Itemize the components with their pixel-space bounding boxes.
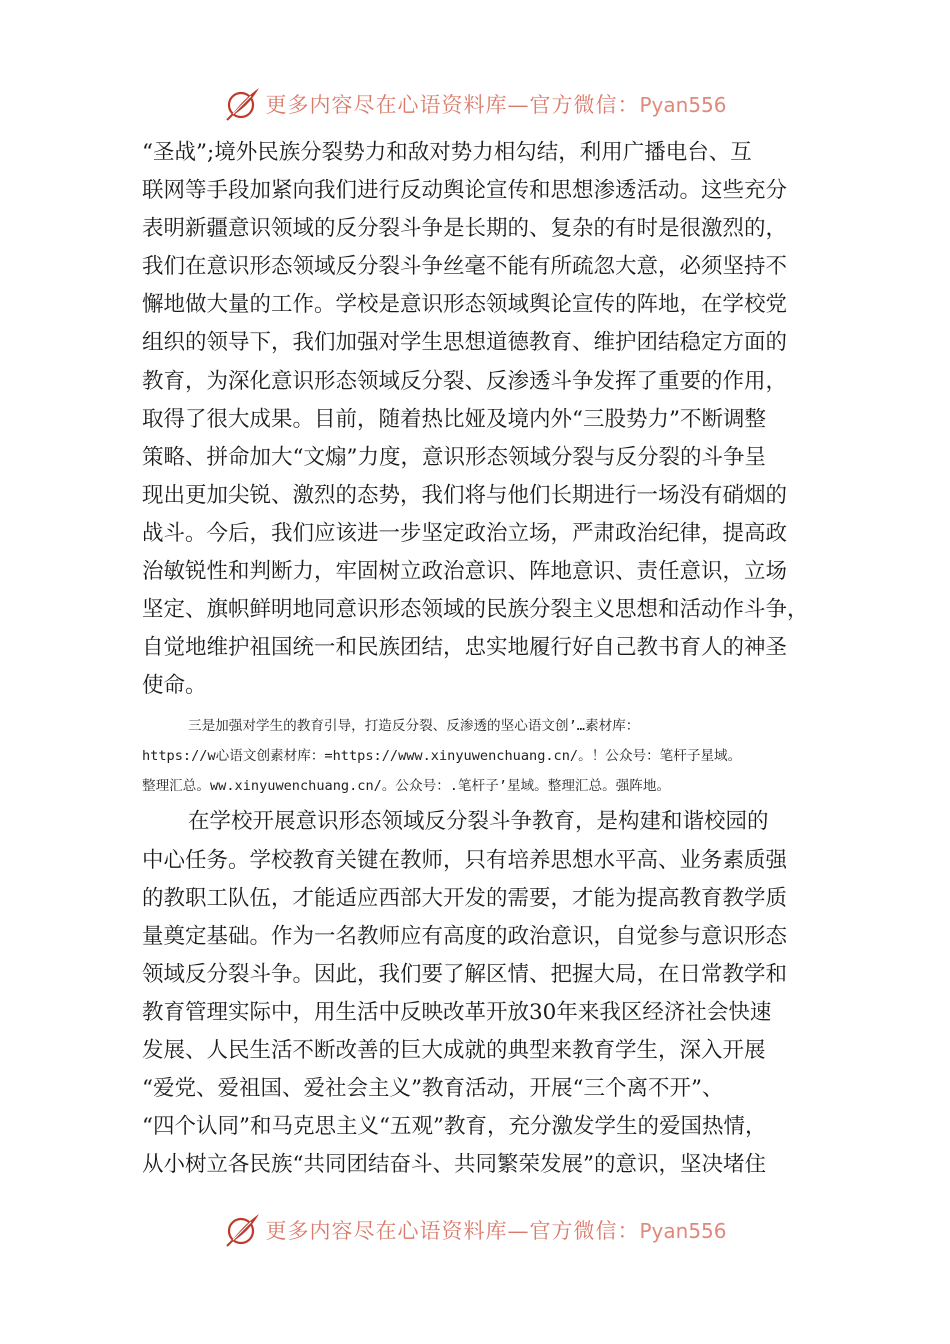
- text-line: 表明新疆意识领域的反分裂斗争是长期的、复杂的有时是很激烈的，: [142, 216, 788, 242]
- text-line: 组织的领导下，我们加强对学生思想道德教育、维护团结稳定方面的: [142, 330, 788, 356]
- paragraph-1: [142, 134, 822, 705]
- document-body: [142, 134, 822, 1184]
- text-line: 战斗。今后，我们应该进一步坚定政治立场，严肃政治纪律，提高政: [142, 520, 788, 546]
- text-line: 教育管理实际中，用生活中反映改革开放30年来我区经济社会快速: [142, 999, 772, 1025]
- text-line: “爱党、爱祖国、爱社会主义”教育活动，开展“三个离不开”、: [142, 1076, 724, 1102]
- header-wechat-id: Pyan556: [639, 93, 727, 117]
- text-line: 策略、拼命加大“文煽”力度，意识形态领域分裂与反分裂的斗争呈: [142, 444, 766, 470]
- text-line: 教育，为深化意识形态领域反分裂、反渗透斗争发挥了重要的作用，: [142, 368, 788, 394]
- footer-wechat-id: Pyan556: [639, 1219, 727, 1243]
- text-line: 现出更加尖锐、激烈的态势，我们将与他们长期进行一场没有硝烟的: [142, 482, 788, 508]
- text-line: “圣战”;境外民族分裂势力和敌对势力相勾结，利用广播电台、互: [142, 140, 752, 165]
- paragraph-3: [142, 803, 822, 1184]
- header-banner: [0, 82, 950, 126]
- quill-logo-icon: [223, 84, 263, 124]
- text-line: 三是加强对学生的教育引导，打造反分裂、反渗透的坚心语文创’…素材库：: [188, 718, 640, 735]
- footer-banner: [0, 1208, 950, 1252]
- text-line: 从小树立各民族“共同团结奋斗、共同繁荣发展”的意识，坚决堵住: [142, 1152, 766, 1178]
- text-line: 联网等手段加紧向我们进行反动舆论宣传和思想渗透活动。这些充分: [142, 178, 788, 204]
- quill-logo-icon: [223, 1210, 263, 1250]
- text-line: 的教职工队伍，才能适应西部大开发的需要，才能为提高教育教学质: [142, 885, 788, 911]
- text-line: 治敏锐性和判断力，牢固树立政治意识、阵地意识、责任意识，立场: [142, 559, 788, 585]
- text-line: 中心任务。学校教育关键在教师，只有培养思想水平高、业务素质强: [142, 847, 788, 873]
- text-line: “四个认同”和马克思主义“五观”教育，充分激发学生的爱国热情，: [142, 1114, 767, 1140]
- text-line: 懈地做大量的工作。学校是意识形态领域舆论宣传的阵地，在学校党: [142, 292, 788, 318]
- text-line: 取得了很大成果。目前，随着热比娅及境内外“三股势力”不断调整: [142, 406, 766, 432]
- text-line: 自觉地维护祖国统一和民族团结，忠实地履行好自己教书育人的神圣: [142, 635, 788, 661]
- text-line: https://w心语文创素材库：=https://www.xinyuwenchuang.cn/。！公众号：笔杆子星域。: [142, 748, 742, 765]
- text-line: 整理汇总。ww.xinyuwenchuang.cn/。公众号：.笔杆子’星域。整理汇总。强阵地。: [142, 778, 671, 795]
- text-line: 发展、人民生活不断改善的巨大成就的典型来教育学生，深入开展: [142, 1037, 766, 1063]
- text-line: 我们在意识形态领域反分裂斗争丝毫不能有所疏忽大意，必须坚持不: [142, 254, 788, 280]
- header-text: 更多内容尽在心语资料库—官方微信：Pyan556: [265, 93, 727, 117]
- text-line: 量奠定基础。作为一名教师应有高度的政治意识，自觉参与意识形态: [142, 923, 788, 949]
- text-line: 领域反分裂斗争。因此，我们要了解区情、把握大局，在日常教学和: [142, 961, 788, 987]
- text-line: 使命。: [142, 673, 207, 699]
- text-line: 坚定、旗帜鲜明地同意识形态领域的民族分裂主义思想和活动作斗争，: [142, 597, 809, 623]
- text-line: 在学校开展意识形态领域反分裂斗争教育，是构建和谐校园的: [188, 809, 769, 835]
- paragraph-2: [142, 711, 822, 801]
- footer-text: 更多内容尽在心语资料库—官方微信：Pyan556: [265, 1219, 727, 1243]
